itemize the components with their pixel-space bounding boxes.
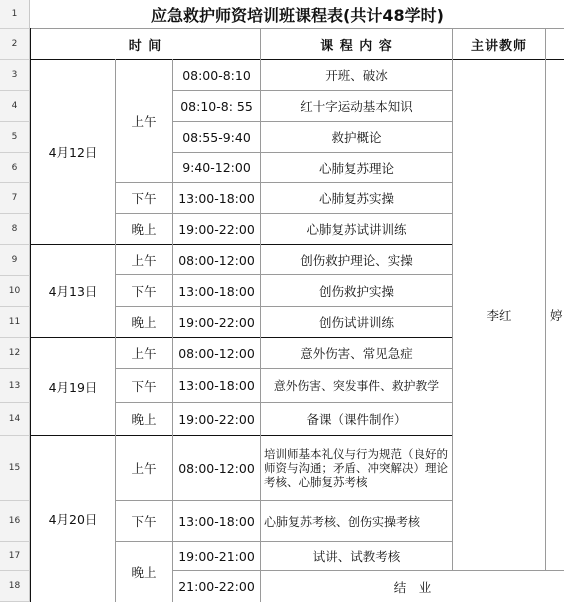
time-cell: 13:00-18:00 bbox=[173, 501, 260, 541]
row-number: 4 bbox=[0, 91, 30, 122]
time-cell: 08:00-12:00 bbox=[173, 245, 260, 275]
border-line bbox=[115, 541, 453, 542]
day-cell: 4月20日 bbox=[31, 436, 115, 602]
time-cell: 08:00-12:00 bbox=[173, 338, 260, 368]
border-line bbox=[30, 244, 453, 245]
time-cell: 08:00-12:00 bbox=[173, 436, 260, 500]
day-cell: 4月12日 bbox=[31, 60, 115, 244]
border-line bbox=[172, 59, 173, 602]
content-cell: 创伤试讲训练 bbox=[261, 307, 452, 337]
row-number: 14 bbox=[0, 403, 30, 436]
row-number: 5 bbox=[0, 122, 30, 153]
row-number: 9 bbox=[0, 245, 30, 276]
border-line bbox=[115, 368, 453, 369]
row-number: 8 bbox=[0, 214, 30, 245]
extra-teacher-cell: 婷 bbox=[546, 60, 564, 570]
time-cell: 19:00-22:00 bbox=[173, 214, 260, 244]
schedule-title: 应急救护师资培训班课程表(共计48学时) bbox=[31, 0, 564, 28]
time-cell: 08:00-8:10 bbox=[173, 60, 260, 90]
border-line bbox=[115, 213, 453, 214]
row-number: 6 bbox=[0, 153, 30, 183]
row-number: 2 bbox=[0, 29, 30, 60]
content-cell: 心肺复苏理论 bbox=[261, 153, 452, 182]
border-line bbox=[115, 274, 453, 275]
extra-header-cell bbox=[546, 29, 564, 59]
content-cell: 意外伤害、突发事件、救护教学 bbox=[261, 369, 452, 402]
content-cell: 试讲、试教考核 bbox=[261, 542, 452, 570]
border-line bbox=[115, 402, 453, 403]
time-cell: 19:00-22:00 bbox=[173, 403, 260, 435]
day-cell: 4月19日 bbox=[31, 338, 115, 435]
time-cell: 08:55-9:40 bbox=[173, 122, 260, 152]
border-line bbox=[172, 90, 453, 91]
row-number: 3 bbox=[0, 60, 30, 91]
period-cell: 晚上 bbox=[116, 403, 172, 435]
content-cell: 红十字运动基本知识 bbox=[261, 91, 452, 121]
header-teacher: 主讲教师 bbox=[453, 29, 545, 59]
row-number: 15 bbox=[0, 436, 30, 501]
content-cell: 心肺复苏考核、创伤实操考核 bbox=[261, 501, 452, 541]
time-cell: 13:00-18:00 bbox=[173, 183, 260, 213]
row-number: 12 bbox=[0, 338, 30, 369]
teacher-cell: 李红 bbox=[453, 60, 545, 570]
content-cell: 备课（课件制作） bbox=[261, 403, 452, 435]
row-number: 17 bbox=[0, 542, 30, 571]
period-cell: 晚上 bbox=[116, 214, 172, 244]
border-line bbox=[115, 500, 453, 501]
row-number: 1 bbox=[0, 0, 30, 29]
row-number: 13 bbox=[0, 369, 30, 403]
content-cell: 意外伤害、常见急症 bbox=[261, 338, 452, 368]
border-line bbox=[172, 152, 453, 153]
border-line bbox=[30, 59, 564, 60]
border-line bbox=[115, 182, 453, 183]
time-cell: 08:10-8: 55 bbox=[173, 91, 260, 121]
time-cell: 13:00-18:00 bbox=[173, 276, 260, 306]
period-cell: 上午 bbox=[116, 436, 172, 500]
period-cell: 上午 bbox=[116, 60, 172, 182]
period-cell: 下午 bbox=[116, 276, 172, 306]
row-number: 18 bbox=[0, 571, 30, 602]
time-cell: 19:00-22:00 bbox=[173, 307, 260, 337]
border-line bbox=[452, 28, 453, 571]
header-time: 时 间 bbox=[31, 29, 260, 59]
border-line bbox=[172, 570, 564, 571]
border-line bbox=[30, 28, 564, 29]
row-number: 16 bbox=[0, 501, 30, 542]
time-cell: 21:00-22:00 bbox=[173, 571, 260, 602]
period-cell: 晚上 bbox=[116, 542, 172, 602]
border-line bbox=[115, 59, 116, 602]
period-cell: 晚上 bbox=[116, 307, 172, 337]
header-content: 课 程 内 容 bbox=[261, 29, 452, 59]
content-cell: 心肺复苏实操 bbox=[261, 183, 452, 213]
period-cell: 下午 bbox=[116, 183, 172, 213]
day-cell: 4月13日 bbox=[31, 245, 115, 337]
period-cell: 下午 bbox=[116, 369, 172, 402]
period-cell: 下午 bbox=[116, 501, 172, 541]
row-number: 11 bbox=[0, 307, 30, 338]
period-cell: 上午 bbox=[116, 338, 172, 368]
content-cell: 创伤救护实操 bbox=[261, 276, 452, 306]
content-cell: 开班、破冰 bbox=[261, 60, 452, 90]
border-line bbox=[172, 121, 453, 122]
content-cell: 创伤救护理论、实操 bbox=[261, 245, 452, 275]
border-line bbox=[30, 435, 453, 436]
content-cell-closing: 结 业 bbox=[261, 571, 564, 602]
content-cell: 救护概论 bbox=[261, 122, 452, 152]
border-line bbox=[30, 337, 453, 338]
border-line bbox=[545, 28, 546, 571]
row-number: 10 bbox=[0, 276, 30, 307]
border-line bbox=[260, 28, 261, 602]
period-cell: 上午 bbox=[116, 245, 172, 275]
content-cell: 心肺复苏试讲训练 bbox=[261, 214, 452, 244]
time-cell: 9:40-12:00 bbox=[173, 153, 260, 182]
content-cell: 培训师基本礼仪与行为规范（良好的师资与沟通；矛盾、冲突解决）理论考核、心肺复苏考核 bbox=[261, 436, 452, 500]
border-line bbox=[30, 28, 31, 602]
time-cell: 13:00-18:00 bbox=[173, 369, 260, 402]
row-number: 7 bbox=[0, 183, 30, 214]
time-cell: 19:00-21:00 bbox=[173, 542, 260, 570]
border-line bbox=[115, 306, 453, 307]
